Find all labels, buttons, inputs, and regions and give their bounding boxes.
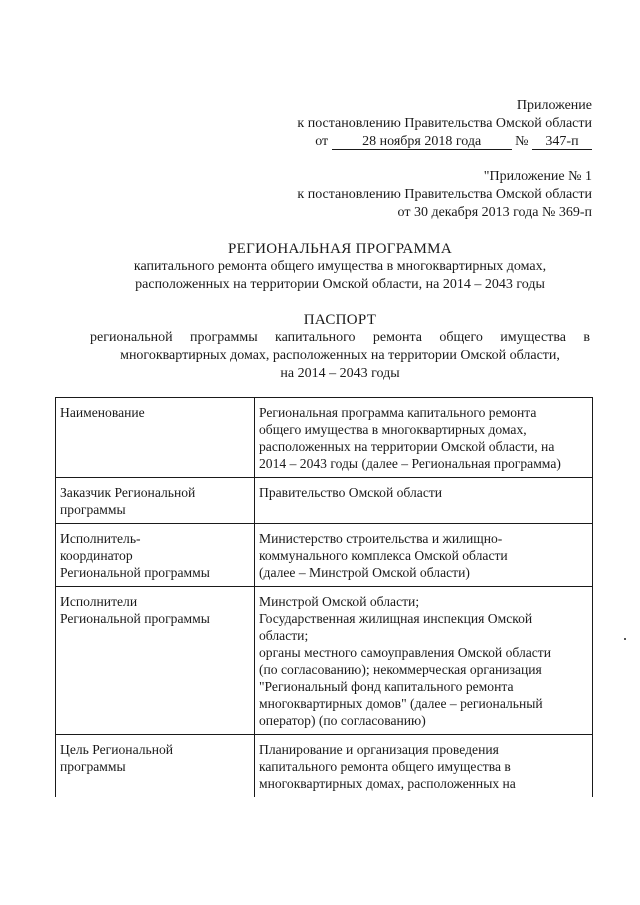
row-value-line: капитального ремонта общего имущества в xyxy=(259,759,511,774)
passport-subtitle-2: многоквартирных домах, расположенных на территории Омской области, xyxy=(120,348,560,363)
row-value-line: Планирование и организация проведения xyxy=(259,742,499,757)
passport-table xyxy=(55,397,593,797)
decree-number: 347-п xyxy=(532,134,592,150)
prior-appendix-title: "Приложение № 1 xyxy=(483,169,592,184)
prior-appendix-header xyxy=(297,168,592,222)
row-value-line: общего имущества в многоквартирных домах, xyxy=(259,422,527,437)
row-value-line: органы местного самоуправления Омской области xyxy=(259,645,552,660)
row-value-line: многоквартирных домах, расположенных на xyxy=(259,776,516,791)
program-subtitle-1: капитального ремонта общего имущества в многоквартирных домах, xyxy=(133,259,547,274)
prior-appendix-date-number: от 30 декабря 2013 года № 369-п xyxy=(397,205,592,220)
decree-date: 28 ноября 2018 года xyxy=(332,134,512,150)
row-value-line: коммунального комплекса Омской области xyxy=(259,548,508,563)
row-label-cell xyxy=(56,478,255,524)
row-label-cell xyxy=(56,587,255,735)
passport-title-block xyxy=(90,311,590,383)
row-value-line: 2014 – 2043 годы (далее – Региональная программа) xyxy=(259,456,561,471)
row-label-cell xyxy=(56,735,255,798)
row-label-cell xyxy=(56,398,255,478)
row-value-cell xyxy=(255,478,593,524)
passport-subtitle-1: региональной программы капитального ремонта общего имущества в xyxy=(90,330,590,345)
table-row xyxy=(56,524,593,587)
row-label-line: Исполнители xyxy=(60,594,138,609)
row-value-cell xyxy=(255,398,593,478)
row-label-line: программы xyxy=(60,759,126,774)
row-value-line: "Региональный фонд капитального ремонта xyxy=(259,679,514,694)
program-title-block xyxy=(90,240,590,294)
table-row xyxy=(56,735,593,798)
from-label: от xyxy=(315,134,329,149)
row-value-line: (по согласованию); некоммерческая организация xyxy=(259,662,542,677)
row-value-line: Государственная жилищная инспекция Омской xyxy=(259,611,533,626)
row-label-line: координатор xyxy=(60,548,133,563)
program-title: РЕГИОНАЛЬНАЯ ПРОГРАММА xyxy=(228,241,452,257)
row-label-cell xyxy=(56,524,255,587)
row-value-cell xyxy=(255,735,593,798)
row-label-line: Наименование xyxy=(60,405,145,420)
row-label-line: Цель Региональной xyxy=(60,742,174,757)
row-label-line: Региональной программы xyxy=(60,565,210,580)
scan-mark xyxy=(624,638,626,640)
appendix-decree-ref: к постановлению Правительства Омской области xyxy=(297,116,592,131)
row-value-line: Региональная программа капитального ремонта xyxy=(259,405,537,420)
row-label-line: Заказчик Региональной xyxy=(60,485,196,500)
row-value-line: многоквартирных домов" (далее – региональный xyxy=(259,696,543,711)
row-label-line: программы xyxy=(60,502,126,517)
appendix-title: Приложение xyxy=(516,98,592,113)
row-label-line: Региональной программы xyxy=(60,611,210,626)
row-value-line: оператор) (по согласованию) xyxy=(259,713,426,728)
row-value-line: области; xyxy=(259,628,309,643)
table-row xyxy=(56,478,593,524)
number-label: № xyxy=(515,134,529,149)
appendix-header xyxy=(297,97,592,151)
row-value-line: (далее – Минстрой Омской области) xyxy=(259,565,470,580)
prior-appendix-decree-ref: к постановлению Правительства Омской области xyxy=(297,187,592,202)
program-subtitle-2: расположенных на территории Омской области, на 2014 – 2043 годы xyxy=(135,277,545,292)
passport-subtitle-3: на 2014 – 2043 годы xyxy=(280,366,400,381)
row-value-cell xyxy=(255,524,593,587)
table-row xyxy=(56,587,593,735)
appendix-date-line xyxy=(297,133,592,151)
row-value-line: Минстрой Омской области; xyxy=(259,594,420,609)
row-label-line: Исполнитель- xyxy=(60,531,141,546)
table-row xyxy=(56,398,593,478)
row-value-cell xyxy=(255,587,593,735)
passport-title: ПАСПОРТ xyxy=(303,312,377,328)
row-value-line: Министерство строительства и жилищно- xyxy=(259,531,503,546)
row-value-line: Правительство Омской области xyxy=(259,485,443,500)
row-value-line: расположенных на территории Омской области, на xyxy=(259,439,555,454)
